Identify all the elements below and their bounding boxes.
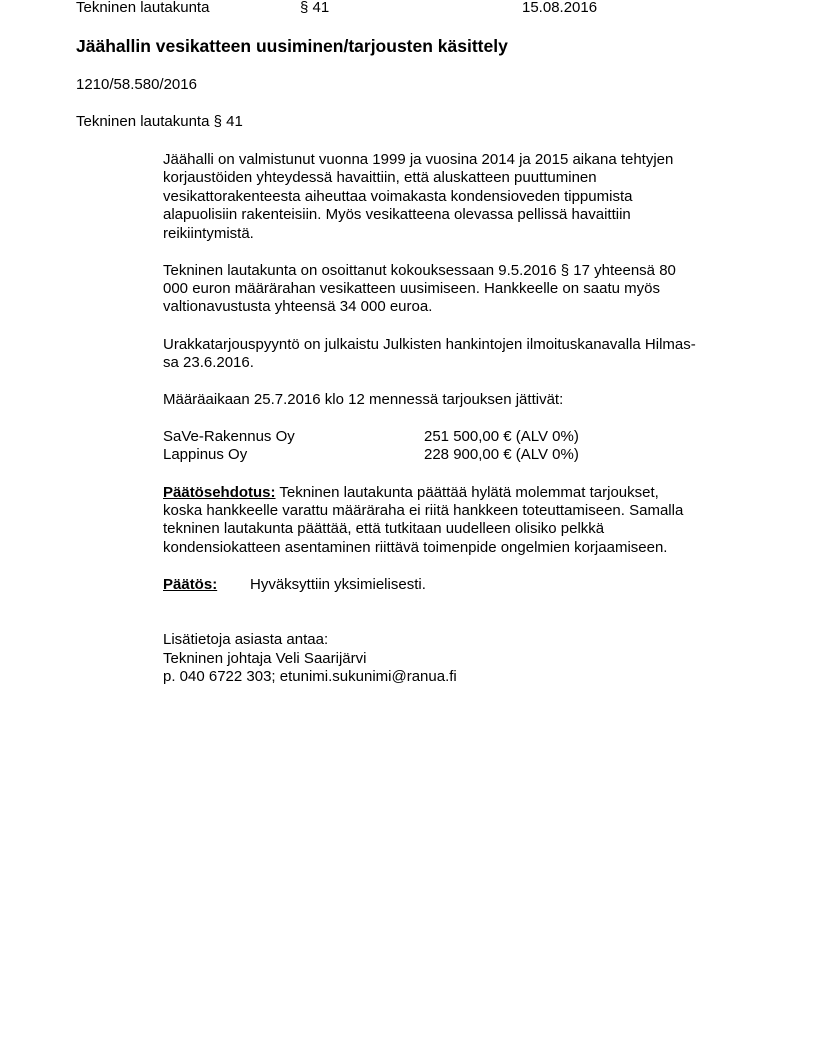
- header-date: 15.08.2016: [522, 0, 598, 16]
- proposal-text: Tekninen lautakunta päättää hylätä molemmat tarjoukset,: [275, 484, 659, 501]
- paragraph2-line: 000 euron määrärahan vesikatteen uusimiseen. Hankkeelle on saatu myös: [163, 280, 660, 297]
- proposal-line: tekninen lautakunta päättää, että tutkitaan uudelleen olisiko pelkkä: [163, 520, 605, 537]
- paragraph2-line: Tekninen lautakunta on osoittanut kokouksessaan 9.5.2016 § 17 yhteensä 80: [163, 262, 676, 279]
- proposal-line: kondensiokatteen asentaminen riittävä toimenpide ongelmien korjaamiseen.: [163, 539, 668, 556]
- paragraph1-line: alapuolisiin rakenteisiin. Myös vesikatteena olevassa pellissä havaittiin: [163, 206, 631, 223]
- bid-company: Lappinus Oy: [163, 446, 248, 463]
- bid-amount: 228 900,00 € (ALV 0%): [424, 446, 579, 463]
- paragraph1-line: reikiintymistä.: [163, 225, 254, 242]
- proposal-line: koska hankkeelle varattu määräraha ei riitä hankkeen toteuttamiseen. Samalla: [163, 502, 684, 519]
- paragraph3-line: Urakkatarjouspyyntö on julkaistu Julkisten hankintojen ilmoituskanavalla Hilmas-: [163, 336, 696, 353]
- proposal-label: Päätösehdotus:: [163, 484, 276, 501]
- contact-line: Tekninen johtaja Veli Saarijärvi: [163, 650, 367, 667]
- bid-company: SaVe-Rakennus Oy: [163, 428, 295, 445]
- decision-text: Hyväksyttiin yksimielisesti.: [250, 576, 426, 593]
- board-section: Tekninen lautakunta § 41: [76, 113, 243, 130]
- paragraph1-line: vesikattorakenteesta aiheuttaa voimakasta kondensioveden tippumista: [163, 188, 633, 205]
- bid-amount: 251 500,00 € (ALV 0%): [424, 428, 579, 445]
- diary-number: 1210/58.580/2016: [76, 76, 197, 93]
- proposal-line: [163, 484, 659, 502]
- paragraph1-line: korjaustöiden yhteydessä havaittiin, että aluskatteen puuttuminen: [163, 169, 597, 186]
- contact-line: Lisätietoja asiasta antaa:: [163, 631, 329, 648]
- paragraph3-line: sa 23.6.2016.: [163, 354, 254, 371]
- contact-line: p. 040 6722 303; etunimi.sukunimi@ranua.fi: [163, 668, 457, 685]
- header-board: Tekninen lautakunta: [76, 0, 210, 16]
- decision-label: Päätös:: [163, 576, 218, 593]
- page-title: Jäähallin vesikatteen uusiminen/tarjousten käsittely: [76, 36, 508, 56]
- paragraph1-line: Jäähalli on valmistunut vuonna 1999 ja vuosina 2014 ja 2015 aikana tehtyjen: [163, 151, 674, 168]
- paragraph2-line: valtionavustusta yhteensä 34 000 euroa.: [163, 298, 433, 315]
- paragraph4: Määräaikaan 25.7.2016 klo 12 mennessä tarjouksen jättivät:: [163, 391, 564, 408]
- header-section: § 41: [300, 0, 330, 16]
